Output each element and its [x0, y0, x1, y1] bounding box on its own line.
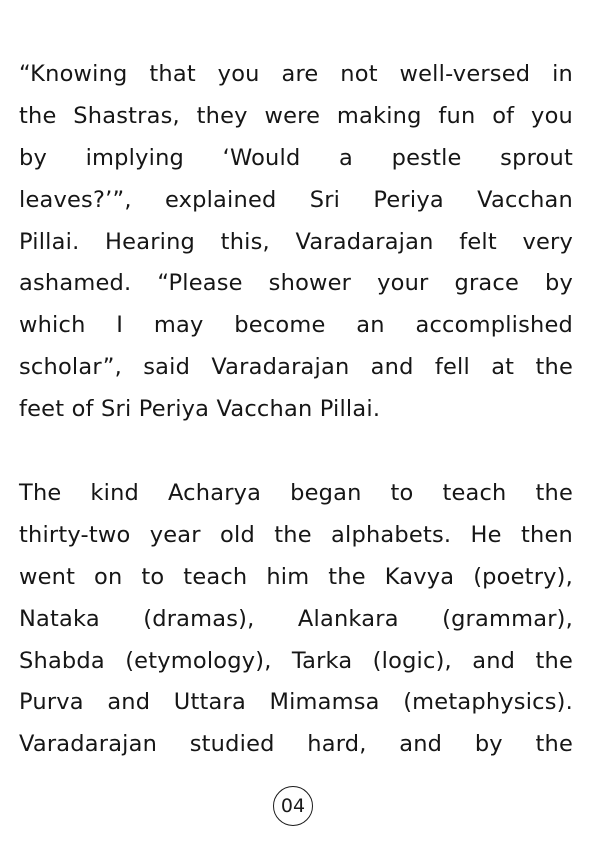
page-number-badge [273, 786, 313, 826]
text-line: “Knowing that you are not well-versed in [19, 61, 573, 87]
text-line: thirty-two year old the alphabets. He then [19, 521, 573, 548]
text-line: ashamed. “Please shower your grace by [19, 270, 573, 297]
paragraph-1 [19, 54, 573, 431]
text-line: Pillai. Hearing this, Varadarajan felt very [19, 228, 573, 255]
text-line: the Shastras, they were making fun of you [19, 102, 573, 129]
paragraph-2 [19, 473, 573, 766]
text-line: went on to teach him the Kavya (poetry), [19, 563, 573, 590]
text-line: leaves?’”, explained Sri Periya Vacchan [19, 186, 573, 213]
text-line: Shabda (etymology), Tarka (logic), and the [19, 647, 573, 674]
text-line: feet of Sri Periya Vacchan Pillai. [19, 396, 381, 423]
text-line: which I may become an accomplished [19, 312, 573, 339]
text-line: Purva and Uttara Mimamsa (metaphysics). [19, 689, 573, 716]
text-line: Varadarajan studied hard, and by the [19, 731, 573, 758]
page-body [19, 54, 573, 766]
text-line: Nataka (dramas), Alankara (grammar), [19, 605, 573, 632]
text-line: by implying ‘Would a pestle sprout [19, 144, 573, 171]
paragraph-gap [19, 431, 573, 473]
text-line: The kind Acharya began to teach the [19, 480, 573, 507]
page-number: 04 [280, 795, 306, 817]
text-line: scholar”, said Varadarajan and fell at the [19, 354, 573, 381]
